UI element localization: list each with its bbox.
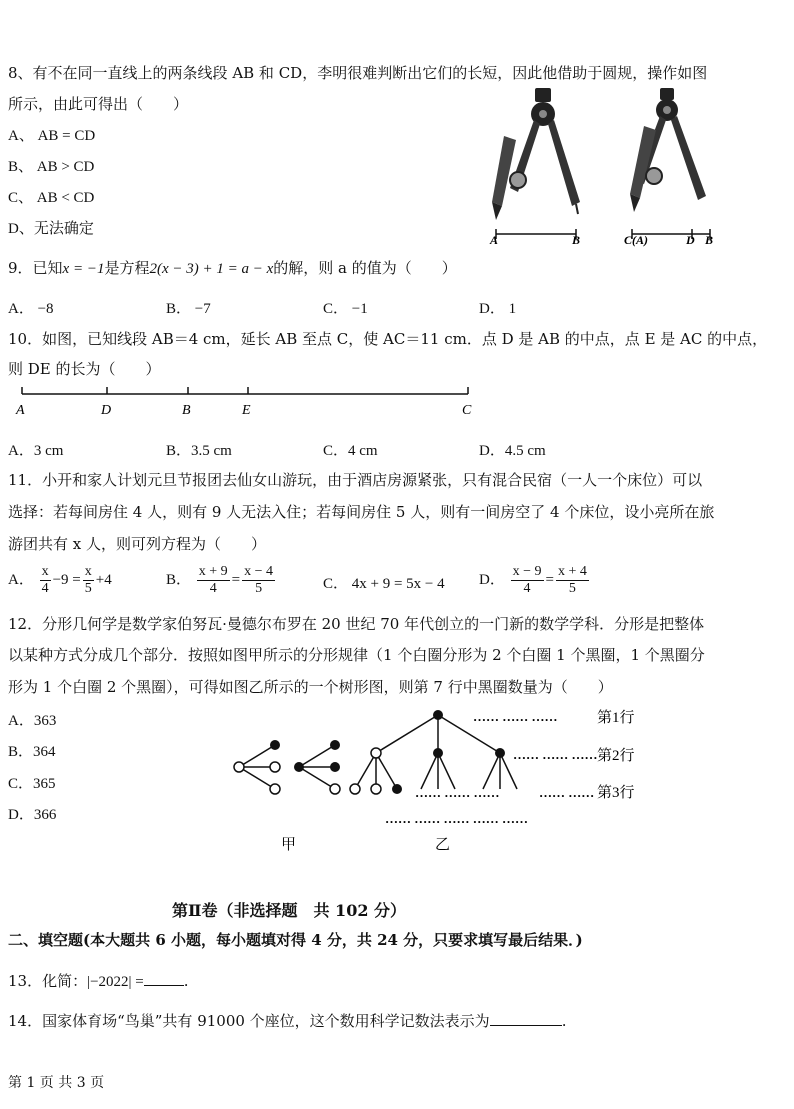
white-circle-node bbox=[371, 784, 381, 794]
white-circle-node bbox=[330, 784, 340, 794]
q14-answer-blank bbox=[490, 1025, 562, 1026]
point-e-label: E bbox=[242, 403, 251, 418]
q9-prefix: 9．已知 bbox=[8, 259, 63, 277]
frac-numerator: x − 9 bbox=[512, 564, 542, 579]
fig-label-b2: B bbox=[705, 233, 714, 247]
black-circle-node bbox=[392, 784, 402, 794]
q13-prefix: 13．化简： bbox=[8, 972, 88, 990]
row-label-3: 第3行 bbox=[597, 785, 635, 801]
black-circle-node bbox=[330, 762, 340, 772]
q11-stem-line1: 11．小开和家人计划元旦节报团去仙女山游玩，由于酒店房源紧张，只有混合民宿（一人一个床位）可以 bbox=[8, 471, 703, 489]
q13 bbox=[8, 970, 189, 991]
black-circle-node bbox=[330, 740, 340, 750]
q8-option-b: B、 AB > CD bbox=[8, 159, 95, 175]
q11-stem-line2: 选择：若每间房住 4 人，则有 9 人无法入住；若每间房住 5 人，则有一间房空了 4 个床位，设小亮所在旅 bbox=[8, 503, 715, 521]
black-circle-node bbox=[433, 710, 443, 720]
point-d-label: D bbox=[101, 403, 112, 418]
white-circle-node bbox=[270, 762, 280, 772]
q11-option-d bbox=[479, 564, 591, 597]
black-circle-node bbox=[270, 740, 280, 750]
q9-condition: x = −1 bbox=[62, 261, 105, 277]
q13-answer-blank bbox=[144, 985, 184, 986]
q10-option-c: C．4 cm bbox=[323, 443, 378, 459]
fig-label-d: D bbox=[686, 233, 695, 247]
frac-numerator: x − 4 bbox=[244, 564, 274, 579]
q9-equation: 2(x − 3) + 1 = a − x bbox=[149, 261, 274, 277]
frac-numerator: x bbox=[41, 564, 49, 579]
frac-denominator: 5 bbox=[568, 581, 576, 596]
q10-stem-line1: 10．如图，已知线段 AB＝4 cm，延长 AB 至点 C，使 AC＝11 cm．点 D 是 AB 的中点，点 E 是 AC 的中点， bbox=[8, 330, 768, 348]
dots-row3a: …… …… …… bbox=[415, 785, 500, 800]
segment-figure bbox=[10, 384, 490, 420]
fractal-tree-figure bbox=[225, 705, 655, 855]
page-footer: 第 1 页 共 3 页 bbox=[8, 1075, 105, 1091]
q8-option-c: C、 AB < CD bbox=[8, 190, 95, 206]
frac-denominator: 4 bbox=[209, 581, 217, 596]
q11-option-a-mid: −9 = bbox=[52, 571, 81, 588]
q10-stem-line2: 则 DE 的长为（ ） bbox=[8, 360, 161, 378]
q8-stem-line2: 所示，由此可得出（ ） bbox=[8, 95, 189, 113]
frac-denominator: 4 bbox=[41, 581, 49, 596]
q11-option-a bbox=[8, 564, 112, 597]
frac-denominator: 4 bbox=[523, 581, 531, 596]
white-circle-node bbox=[234, 762, 244, 772]
frac-numerator: x + 4 bbox=[557, 564, 587, 579]
q10-option-d: D．4.5 cm bbox=[479, 443, 546, 459]
q8-option-a: A、 AB = CD bbox=[8, 128, 96, 144]
q9-option-b: B． −7 bbox=[166, 301, 211, 317]
frac-denominator: 5 bbox=[255, 581, 263, 596]
q14-text: 14．国家体育场“鸟巢”共有 91000 个座位，这个数用科学记数法表示为 bbox=[8, 1012, 490, 1030]
q9-option-c: C． −1 bbox=[323, 301, 368, 317]
dots-row4: …… …… …… …… …… bbox=[385, 811, 528, 826]
frac-numerator: x + 9 bbox=[198, 564, 228, 579]
q11-option-a-end: +4 bbox=[95, 571, 112, 588]
dots-row3b: …… …… bbox=[539, 785, 595, 800]
compass-right-illustration bbox=[630, 88, 710, 239]
q13-suffix: . bbox=[183, 972, 189, 990]
q9-suffix: 的解，则 a 的值为（ ） bbox=[273, 259, 457, 277]
q12-stem-line1: 12．分形几何学是数学家伯努瓦·曼德尔布罗在 20 世纪 70 年代创立的一门新的数学学科．分形是把整体 bbox=[8, 615, 705, 633]
figure-jia-label: 甲 bbox=[281, 837, 297, 853]
row-label-1: 第1行 bbox=[597, 710, 635, 726]
q12-option-c: C．365 bbox=[8, 776, 56, 792]
q12-option-a: A．363 bbox=[8, 713, 57, 729]
dots-row1: …… …… …… bbox=[473, 709, 558, 724]
q11-option-d-eq: = bbox=[545, 571, 554, 588]
point-a-label: A bbox=[16, 403, 25, 418]
q11-option-b-label: B． bbox=[166, 571, 192, 588]
compass-left-illustration bbox=[492, 88, 580, 239]
row-label-2: 第2行 bbox=[597, 748, 635, 764]
q12-option-b: B．364 bbox=[8, 744, 56, 760]
q14-suffix: . bbox=[561, 1012, 567, 1030]
q12-option-d: D．366 bbox=[8, 807, 57, 823]
frac-denominator: 5 bbox=[84, 581, 92, 596]
q10-option-a: A．3 cm bbox=[8, 443, 64, 459]
compass-figure bbox=[480, 80, 720, 250]
q11-option-c: C． 4x + 9 = 5x − 4 bbox=[323, 576, 445, 592]
white-circle-node bbox=[270, 784, 280, 794]
black-circle-node bbox=[294, 762, 304, 772]
q9-stem bbox=[8, 257, 457, 278]
q9-option-d: D． 1 bbox=[479, 301, 517, 317]
figure-yi-label: 乙 bbox=[435, 837, 451, 853]
q9-mid: 是方程 bbox=[104, 259, 150, 277]
fig-label-b: B bbox=[572, 233, 581, 247]
frac-numerator: x bbox=[84, 564, 92, 579]
q10-option-b: B．3.5 cm bbox=[166, 443, 232, 459]
q8-option-d: D、无法确定 bbox=[8, 221, 94, 237]
section2-instruction: 二、填空题(本大题共 6 小题，每小题填对得 4 分，共 24 分，只要求填写最后结果．) bbox=[8, 931, 583, 949]
white-circle-node bbox=[350, 784, 360, 794]
section2-title: 第Ⅱ卷（非选择题 共 102 分） bbox=[172, 901, 407, 920]
q11-option-d-label: D． bbox=[479, 571, 505, 588]
fig-label-c-a: C(A) bbox=[624, 233, 648, 247]
black-circle-node bbox=[495, 748, 505, 758]
q11-option-a-label: A． bbox=[8, 571, 34, 588]
fig-label-a: A bbox=[490, 233, 499, 247]
q12-stem-line3: 形为 1 个白圈 2 个黑圈），可得如图乙所示的一个树形图，则第 7 行中黑圈数量为（ ） bbox=[8, 678, 613, 696]
q9-option-a: A． −8 bbox=[8, 301, 54, 317]
q14 bbox=[8, 1010, 566, 1031]
q8-stem-line1: 8、有不在同一直线上的两条线段 AB 和 CD，李明很难判断出它们的长短，因此他借助于圆规，操作如图 bbox=[8, 64, 708, 82]
white-circle-node bbox=[371, 748, 381, 758]
point-c-label: C bbox=[462, 403, 472, 418]
q11-option-b bbox=[166, 564, 277, 597]
q11-option-b-eq: = bbox=[231, 571, 241, 588]
dots-row2: …… …… …… bbox=[513, 747, 598, 762]
point-b-label: B bbox=[182, 403, 191, 418]
q12-stem-line2: 以某种方式分成几个部分．按照如图甲所示的分形规律（1 个白圈分形为 2 个白圈 1 个黑圈，1 个黑圈分 bbox=[8, 646, 705, 664]
q13-expr: |−2022| = bbox=[87, 974, 144, 990]
q11-stem-line3: 游团共有 x 人，则可列方程为（ ） bbox=[8, 535, 266, 553]
black-circle-node bbox=[433, 748, 443, 758]
